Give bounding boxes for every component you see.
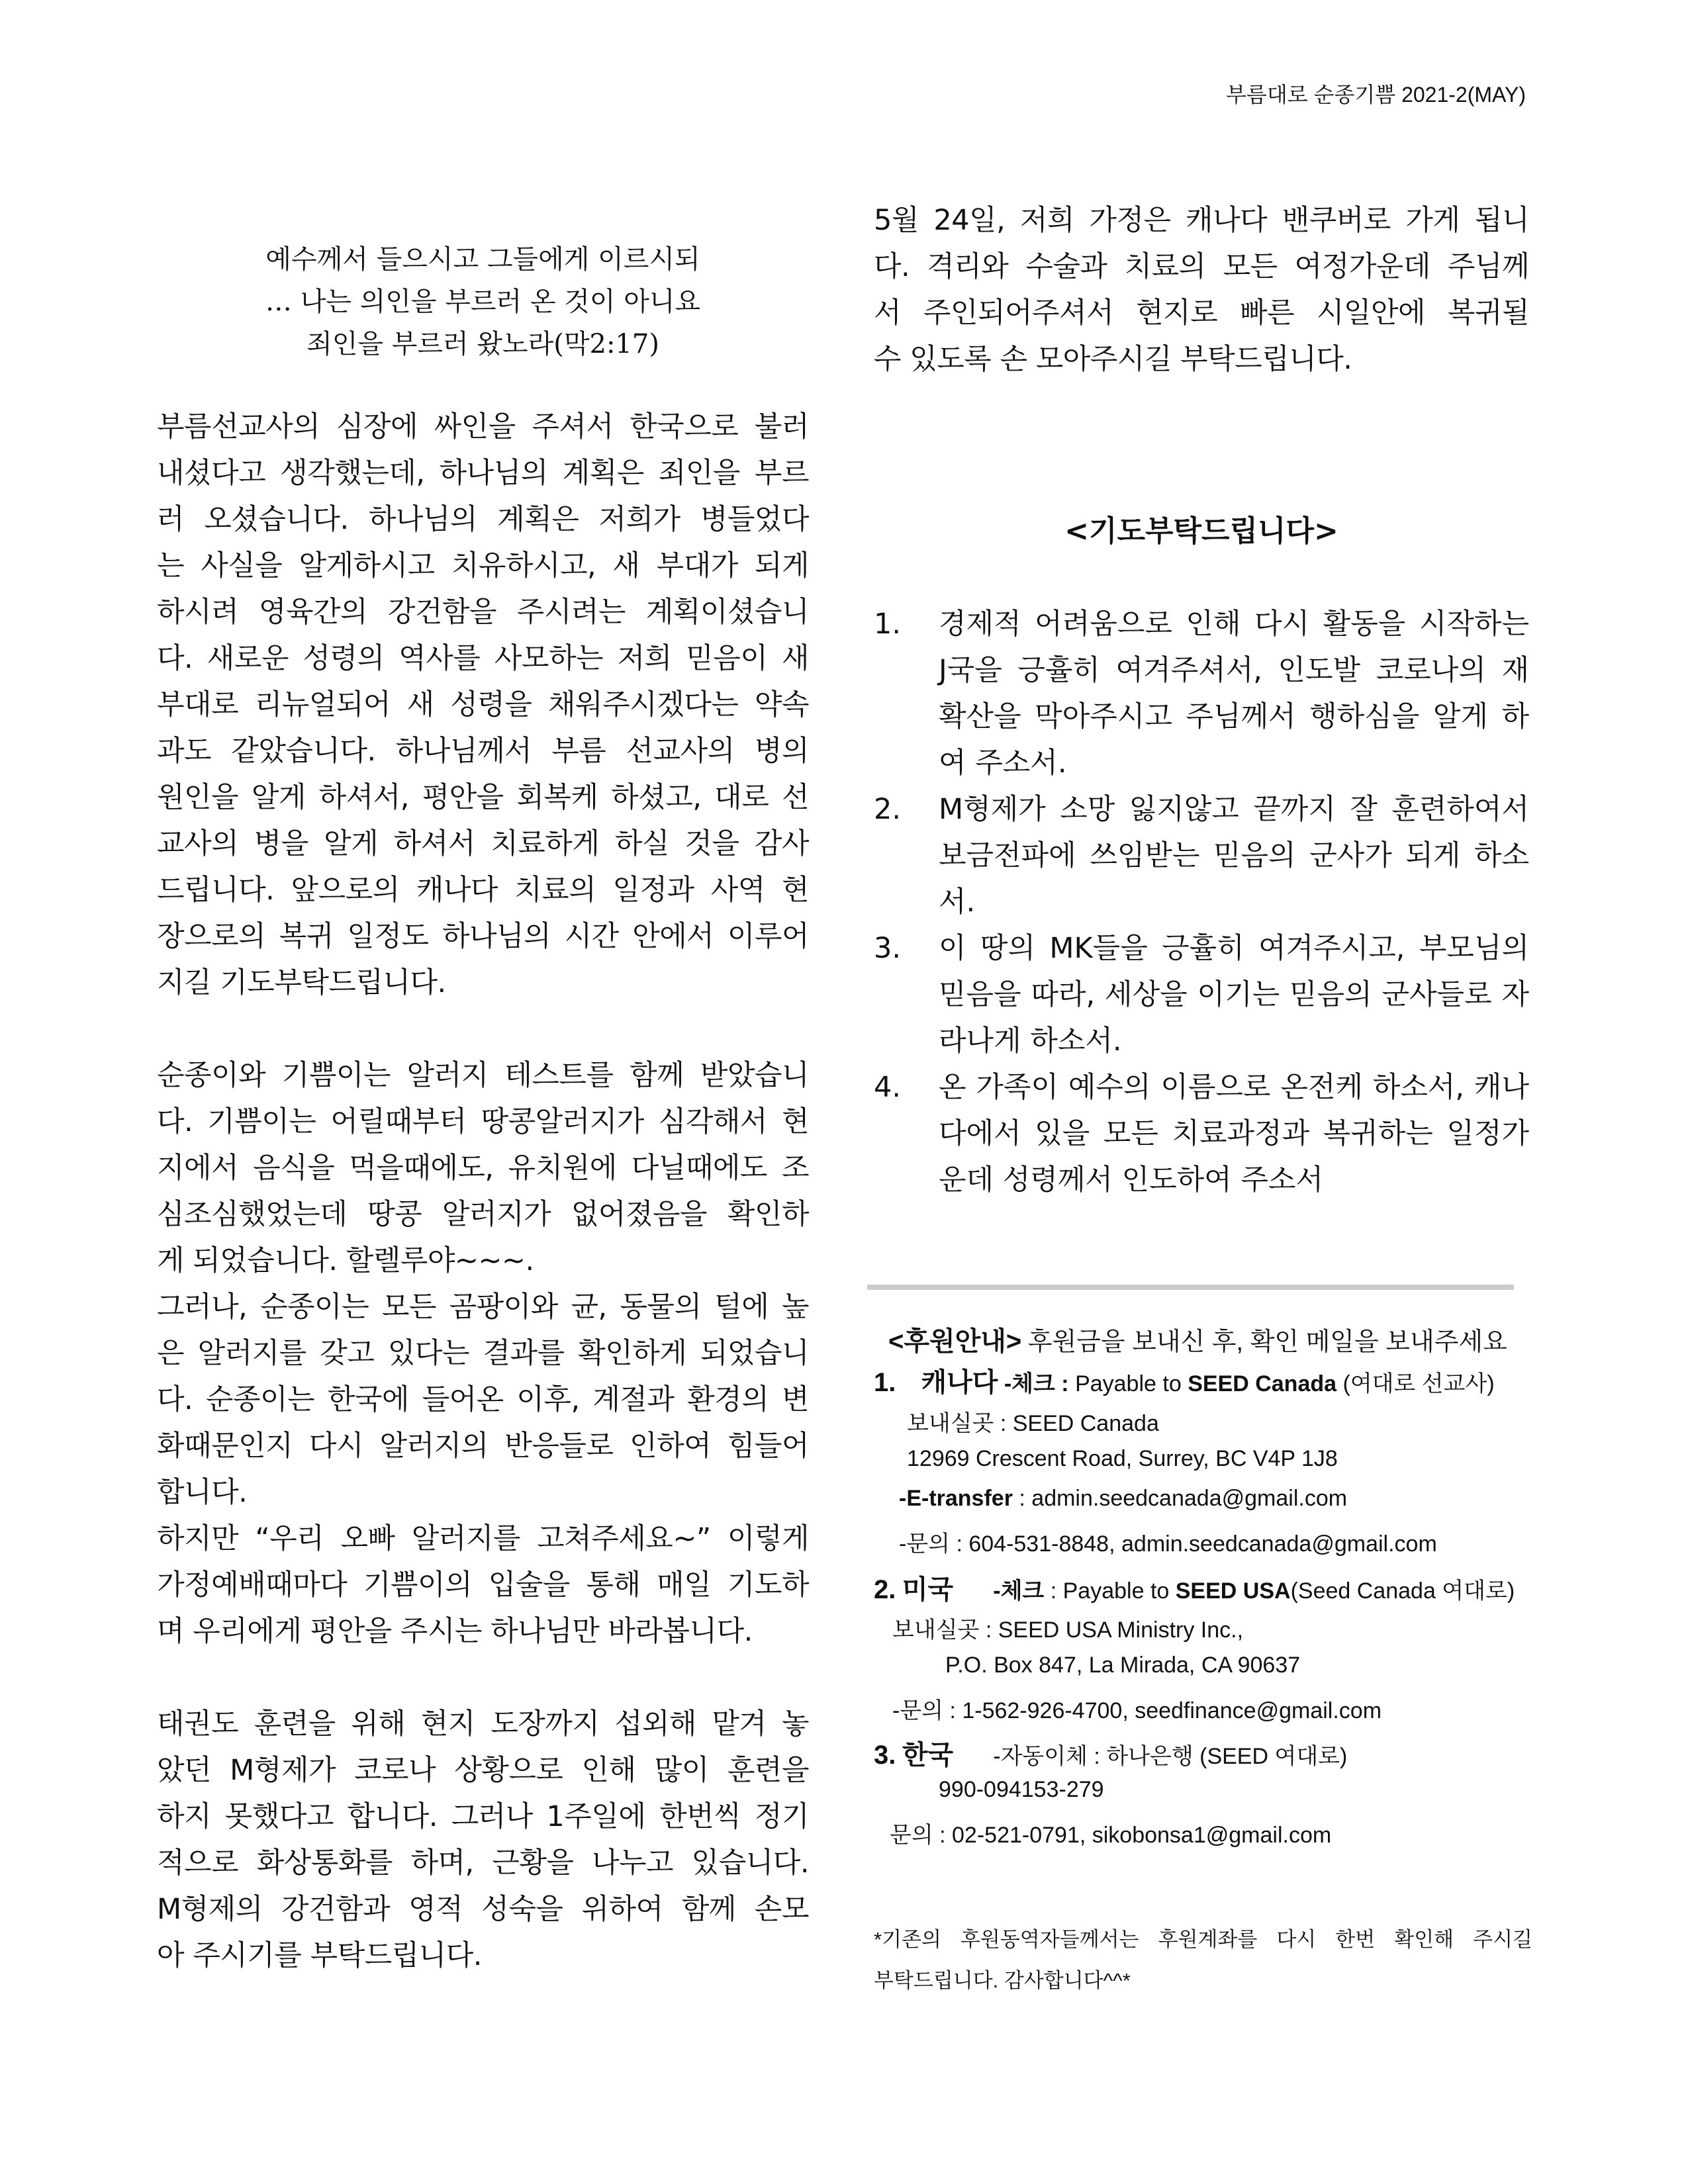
text-line: 수 있도록 손 모아주시길 부탁드립니다. [874, 343, 1352, 376]
paragraph-vancouver [874, 197, 1529, 383]
canada-address: 12969 Crescent Road, Surrey, BC V4P 1J8 [907, 1446, 1338, 1471]
text-line: 확산을 막아주시고 주님께서 행하심을 알게 하 [939, 700, 1529, 733]
text-line: 하시려 영육간의 강건함을 주시려는 계획이셨습니 [157, 596, 809, 629]
text-line: 원인을 알게 하셔서, 평안을 회복케 하셨고, 대로 선 [157, 781, 809, 814]
country-number: 1. [874, 1368, 896, 1397]
text-line: 서 주인되어주셔서 현지로 빠른 시일안에 복귀될 [874, 296, 1529, 330]
text-line: 지길 기도부탁드립니다. [157, 966, 446, 999]
payable-prefix: : Payable to [1050, 1578, 1170, 1604]
text-line: 경제적 어려움으로 인해 다시 활동을 시작하는 [939, 608, 1529, 641]
text-line: 온 가족이 예수의 이름으로 온전케 하소서, 캐나 [939, 1071, 1529, 1104]
text-line: 러 오셨습니다. 하나님의 계획은 저희가 병들었다 [157, 503, 809, 536]
text-line: 합니다. [157, 1476, 248, 1509]
text-line: 보금전파에 쓰임받는 믿음의 군사가 되게 하소 [939, 839, 1529, 872]
support-heading-note: 후원금을 보내신 후, 확인 메일을 보내주세요 [1027, 1328, 1507, 1356]
epigraph-line: 예수께서 들으시고 그들에게 이르시되 [265, 244, 700, 275]
text-line: 게 되었습니다. 할렐루야~~~. [157, 1244, 534, 1277]
paragraph-allergy-result [157, 1284, 809, 1516]
text-line: 다. 새로운 성령의 역사를 사모하는 저희 믿음이 새 [157, 642, 809, 675]
text-line: 은 알러지를 갖고 있다는 결과를 확인하게 되었습니 [157, 1337, 809, 1370]
item-number: 3. [874, 932, 902, 965]
payee: SEED Canada [1188, 1371, 1337, 1396]
text-line: 가정예배때마다 기쁨이의 입술을 통해 매일 기도하 [157, 1569, 809, 1602]
text-line: M형제가 소망 잃지않고 끝까지 잘 훈련하여서 [939, 793, 1529, 826]
text-line: 과도 같았습니다. 하나님께서 부름 선교사의 병의 [157, 735, 809, 768]
contact-email[interactable]: admin.seedcanada@gmail.com [1121, 1531, 1437, 1557]
text-line: 부탁드립니다. 감사합니다^^* [874, 1969, 1131, 1992]
check-label: -체크 : [1004, 1371, 1069, 1396]
country-name: 미국 [902, 1575, 954, 1604]
text-line: 하지 못했다고 합니다. 그러나 1주일에 한번씩 정기 [157, 1800, 809, 1833]
text-line: 순종이와 기쁨이는 알러지 테스트를 함께 받았습니 [157, 1059, 809, 1092]
payable-prefix: Payable to [1075, 1371, 1182, 1396]
support-heading: <후원안내> [888, 1327, 1022, 1356]
korea-account-number: 990-094153-279 [939, 1777, 1104, 1802]
korea-contact: 문의 : 02-521-0791, sikobonsa1@gmail.com [890, 1823, 1332, 1848]
etransfer-label: -E-transfer [899, 1486, 1013, 1511]
usa-address: P.O. Box 847, La Mirada, CA 90637 [945, 1653, 1301, 1678]
prayer-requests-heading: <기도부탁드립니다> [1064, 514, 1338, 548]
text-line: 5월 24일, 저희 가정은 캐나다 밴쿠버로 가게 됩니 [874, 204, 1529, 237]
epigraph-line: 죄인을 부르러 왔노라(막2:17) [306, 329, 659, 359]
text-line: J국을 긍휼히 여겨주셔서, 인도발 코로나의 재 [939, 654, 1529, 687]
support-heading-row [888, 1320, 1507, 1358]
text-line: 다. 격리와 수술과 치료의 모든 여정가운데 주님께 [874, 250, 1529, 283]
text-line: 는 사실을 알게하시고 치유하시고, 새 부대가 되게 [157, 549, 809, 582]
paragraph-allergy-test [157, 1052, 809, 1284]
text-line: 심조심했었는데 땅콩 알러지가 없어졌음을 확인하 [157, 1198, 809, 1231]
text-line: *기존의 후원동역자들께서는 후원계좌를 다시 한번 확인해 주시길 [874, 1928, 1532, 1951]
canada-contact-row [899, 1525, 1437, 1558]
usa-contact: -문의 : 1-562-926-4700, seedfinance@gmail.com [892, 1698, 1382, 1723]
text-line: 하지만 “우리 오빠 알러지를 고쳐주세요~” 이렇게 [157, 1522, 809, 1555]
text-line: 장으로의 복귀 일정도 하나님의 시간 안에서 이루어 [157, 920, 809, 953]
country-name: 한국 [902, 1741, 954, 1770]
text-line: 이 땅의 MK들을 긍휼히 여겨주시고, 부모님의 [939, 932, 1529, 965]
paragraph-taekwondo [157, 1701, 809, 1979]
contact-phone: -문의 : 604-531-8848, [899, 1531, 1115, 1557]
text-line: 서. [939, 886, 976, 919]
text-line: 화때문인지 다시 알러지의 반응들로 인하여 힘들어 [157, 1430, 809, 1463]
scripture-epigraph [157, 238, 809, 365]
text-line: 부대로 리뉴얼되어 새 성령을 채워주시겠다는 약속 [157, 688, 809, 721]
support-korea-row [874, 1734, 1347, 1772]
text-line: 았던 M형제가 코로나 상황으로 인해 많이 훈련을 [157, 1754, 809, 1787]
prayer-request-list [874, 601, 1529, 1203]
check-label: -체크 [993, 1578, 1045, 1604]
country-number: 2. [874, 1575, 896, 1604]
text-line: 믿음을 따라, 세상을 이기는 믿음의 군사들로 자 [939, 978, 1529, 1011]
footnote [874, 1919, 1532, 2001]
item-number: 2. [874, 793, 902, 826]
item-number: 4. [874, 1071, 902, 1104]
text-line: 다. 순종이는 한국에 들어온 이후, 계절과 환경의 변 [157, 1383, 809, 1416]
auto-transfer: -자동이체 : 하나은행 (SEED 여대로) [993, 1744, 1348, 1769]
text-line: 내셨다고 생각했는데, 하나님의 계획은 죄인을 부르 [157, 457, 809, 490]
text-line: 운데 성령께서 인도하여 주소서 [939, 1163, 1323, 1197]
etransfer-email[interactable]: : admin.seedcanada@gmail.com [1019, 1486, 1348, 1511]
prayer-request-item [874, 925, 1529, 1064]
text-line: 며 우리에게 평안을 주시는 하나님만 바라봅니다. [157, 1615, 753, 1648]
text-line: M형제의 강건함과 영적 성숙을 위하여 함께 손모 [157, 1893, 809, 1926]
support-usa-row [874, 1569, 1515, 1606]
payee-note: (Seed Canada 여대로) [1290, 1578, 1515, 1604]
prayer-request-item [874, 601, 1529, 786]
text-line: 다에서 있을 모든 치료과정과 복귀하는 일정가 [939, 1117, 1529, 1150]
canada-send-to: 보내실곳 : SEED Canada [907, 1411, 1159, 1436]
text-line: 교사의 병을 알게 하셔서 치료하게 하실 것을 감사 [157, 827, 809, 860]
epigraph-line: … 나는 의인을 부르러 온 것이 아니요 [265, 287, 701, 317]
support-canada-row [874, 1361, 1495, 1399]
text-line: 아 주시기를 부탁드립니다. [157, 1939, 482, 1972]
paragraph-family-prayer [157, 1516, 809, 1655]
text-line: 라나게 하소서. [939, 1024, 1122, 1058]
payee-note: (여대로 선교사) [1342, 1371, 1495, 1396]
prayer-request-item [874, 1064, 1529, 1203]
country-number: 3. [874, 1741, 896, 1770]
country-name: 캐나다 [921, 1368, 998, 1397]
section-divider [867, 1285, 1514, 1290]
paragraph-calling [157, 404, 809, 1006]
usa-send-to: 보내실곳 : SEED USA Ministry Inc., [892, 1617, 1244, 1643]
text-line: 적으로 화상통화를 하며, 근황을 나누고 있습니다. [157, 1846, 809, 1880]
right-column [874, 197, 1529, 1203]
text-line: 그러나, 순종이는 모든 곰팡이와 균, 동물의 털에 높 [157, 1291, 809, 1324]
text-line: 부름선교사의 심장에 싸인을 주셔서 한국으로 불러 [157, 410, 809, 443]
prayer-request-item [874, 786, 1529, 925]
running-header: 부름대로 순종기쁨 2021-2(MAY) [1226, 83, 1526, 107]
payee: SEED USA [1175, 1578, 1291, 1604]
text-line: 지에서 음식을 먹을때에도, 유치원에 다닐때에도 조 [157, 1152, 809, 1185]
canada-etransfer-row [899, 1486, 1347, 1512]
text-line: 여 주소서. [939, 747, 1067, 780]
left-column [157, 238, 809, 1979]
text-line: 태권도 훈련을 위해 현지 도장까지 섭외해 맡겨 놓 [157, 1707, 809, 1741]
item-number: 1. [874, 608, 902, 641]
text-line: 드립니다. 앞으로의 캐나다 치료의 일정과 사역 현 [157, 874, 809, 907]
text-line: 다. 기쁨이는 어릴때부터 땅콩알러지가 심각해서 현 [157, 1105, 809, 1138]
